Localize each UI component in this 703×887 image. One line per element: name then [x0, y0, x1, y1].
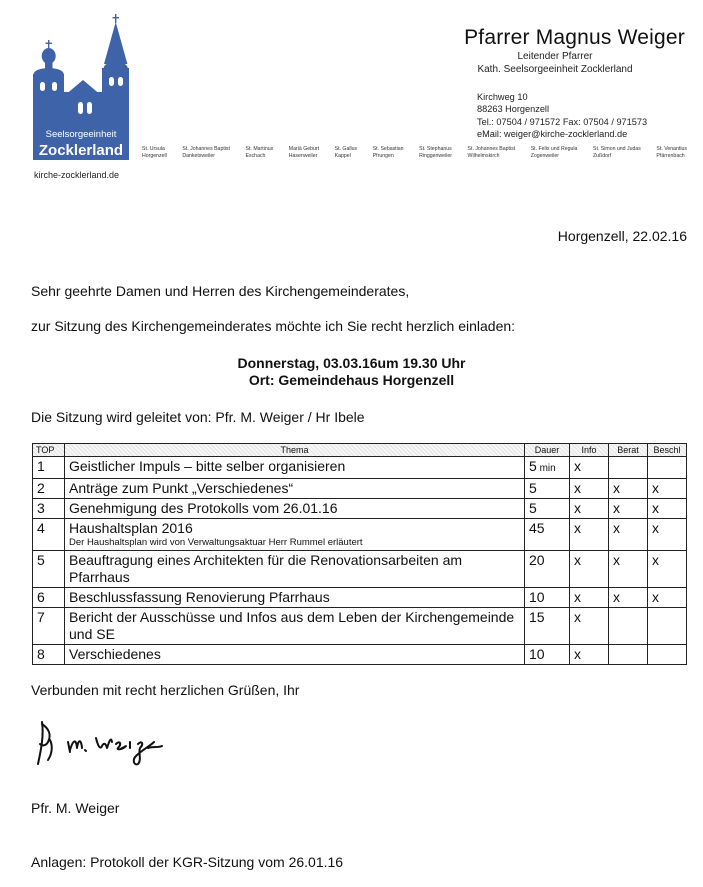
row-info: x — [570, 499, 609, 519]
parish-logo — [32, 14, 130, 169]
church-towers-icon — [32, 14, 130, 169]
sender-org: Kath. Seelsorgeeinheit Zocklerland — [477, 64, 633, 75]
row-top: 2 — [33, 479, 65, 499]
col-thema: Thema — [65, 444, 525, 457]
row-info: x — [570, 645, 609, 665]
sender-role: Leitender Pfarrer — [517, 51, 593, 62]
row-berat: x — [609, 519, 648, 551]
row-top: 5 — [33, 551, 65, 588]
parish-item: St. Johannes Baptist Wilhelmskirch — [467, 146, 516, 159]
row-thema-note: Der Haushaltsplan wird von Verwaltungsaktuar Herr Rummel erläutert — [69, 537, 363, 548]
col-beschl: Beschl — [648, 444, 687, 457]
col-dauer: Dauer — [525, 444, 570, 457]
row-dauer: 10 — [525, 645, 570, 665]
parish-item: St. Gallus Kappel — [334, 146, 358, 159]
row-dauer: 5 min — [525, 457, 570, 479]
row-berat — [609, 457, 648, 479]
table-row — [33, 588, 687, 608]
row-berat: x — [609, 588, 648, 608]
row-info: x — [570, 479, 609, 499]
row-beschl: x — [648, 551, 687, 588]
row-top: 8 — [33, 645, 65, 665]
address-phone: Tel.: 07504 / 971572 Fax: 07504 / 971573 — [477, 116, 648, 127]
signature-name: Pfr. M. Weiger — [31, 800, 120, 816]
table-row — [33, 551, 687, 588]
row-thema: Geistlicher Impuls – bitte selber organisieren — [65, 457, 525, 479]
table-row — [33, 608, 687, 645]
row-thema: Beschlussfassung Renovierung Pfarrhaus — [65, 588, 525, 608]
handwritten-signature — [30, 716, 180, 773]
invitation-text: zur Sitzung des Kirchengemeinderates möchte ich Sie recht herzlich einladen: — [31, 318, 516, 334]
table-row — [33, 645, 687, 665]
parish-list — [142, 146, 687, 160]
row-dauer: 5 — [525, 499, 570, 519]
table-row — [33, 499, 687, 519]
row-info: x — [570, 551, 609, 588]
row-beschl — [648, 457, 687, 479]
table-row — [33, 457, 687, 479]
row-berat: x — [609, 551, 648, 588]
sender-name: Pfarrer Magnus Weiger — [464, 26, 685, 49]
address-city: 88263 Horgenzell — [477, 104, 550, 115]
meeting-location: Ort: Gemeindehaus Horgenzell — [248, 372, 455, 388]
row-thema: Verschiedenes — [65, 645, 525, 665]
salutation: Sehr geehrte Damen und Herren des Kirchengemeinderates, — [31, 283, 410, 299]
row-dauer: 20 — [525, 551, 570, 588]
row-info: x — [570, 457, 609, 479]
logo-text-line1: Seelsorgeeinheit — [45, 129, 117, 140]
letter-date: Horgenzell, 22.02.16 — [557, 228, 687, 244]
address-email: eMail: weiger@kirche-zocklerland.de — [477, 128, 628, 139]
row-top: 3 — [33, 499, 65, 519]
col-info: Info — [570, 444, 609, 457]
row-info: x — [570, 519, 609, 551]
parish-item: St. Felix und Regula Zogenweiler — [530, 146, 578, 159]
row-beschl — [648, 645, 687, 665]
row-info: x — [570, 588, 609, 608]
row-berat — [609, 608, 648, 645]
parish-item: St. Johannes Baptist Danketsweiler — [182, 146, 230, 159]
website-url: kirche-zocklerland.de — [34, 170, 120, 180]
parish-item: St. Martinus Eschach — [245, 146, 274, 159]
parish-item: St. Ursula Horgenzell — [142, 146, 167, 159]
row-beschl: x — [648, 588, 687, 608]
col-top: TOP — [33, 444, 65, 457]
row-thema: Anträge zum Punkt „Verschiedenes“ — [65, 479, 525, 499]
meeting-time: Donnerstag, 03.03.16um 19.30 Uhr — [237, 355, 466, 371]
row-berat: x — [609, 499, 648, 519]
row-top: 7 — [33, 608, 65, 645]
row-thema: Beauftragung eines Architekten für die Renovationsarbeiten am Pfarrhaus — [65, 551, 525, 588]
sender-address — [477, 91, 647, 140]
row-beschl — [648, 608, 687, 645]
meeting-chair: Die Sitzung wird geleitet von: Pfr. M. Weiger / Hr Ibele — [31, 409, 365, 425]
col-berat: Berat — [609, 444, 648, 457]
parish-item: St. Stephanus Ringgenweiler — [419, 146, 452, 159]
parish-item: St. Venantius Pfärrenbach — [656, 146, 687, 159]
parish-item: Mariä Geburt Hasenweiler — [288, 146, 320, 159]
row-top: 1 — [33, 457, 65, 479]
row-top: 4 — [33, 519, 65, 551]
table-row — [33, 479, 687, 499]
row-dauer: 45 — [525, 519, 570, 551]
row-beschl: x — [648, 519, 687, 551]
row-dauer: 5 — [525, 479, 570, 499]
logo-text-line2: Zocklerland — [38, 142, 124, 159]
row-info: x — [570, 608, 609, 645]
row-top: 6 — [33, 588, 65, 608]
row-thema: Haushaltsplan 2016 Der Haushaltsplan wird von Verwaltungsaktuar Herr Rummel erläutert — [65, 519, 525, 551]
row-thema: Bericht der Ausschüsse und Infos aus dem Leben der Kirchengemeinde und SE — [65, 608, 525, 645]
row-dauer: 10 — [525, 588, 570, 608]
row-thema: Genehmigung des Protokolls vom 26.01.16 — [65, 499, 525, 519]
row-berat: x — [609, 479, 648, 499]
sender-block — [425, 26, 685, 76]
parish-item: St. Sebastian Pfrungen — [372, 146, 404, 159]
address-street: Kirchweg 10 — [477, 92, 528, 102]
agenda-table — [32, 443, 687, 665]
row-dauer: 15 — [525, 608, 570, 645]
table-row — [33, 519, 687, 551]
row-beschl: x — [648, 499, 687, 519]
closing-text: Verbunden mit recht herzlichen Grüßen, Ihr — [31, 682, 300, 698]
attachments: Anlagen: Protokoll der KGR-Sitzung vom 26.01.16 — [31, 854, 344, 870]
row-berat — [609, 645, 648, 665]
parish-item: St. Simon und Judas Zußdorf — [592, 146, 641, 159]
row-beschl: x — [648, 479, 687, 499]
agenda-header-row — [33, 444, 687, 457]
